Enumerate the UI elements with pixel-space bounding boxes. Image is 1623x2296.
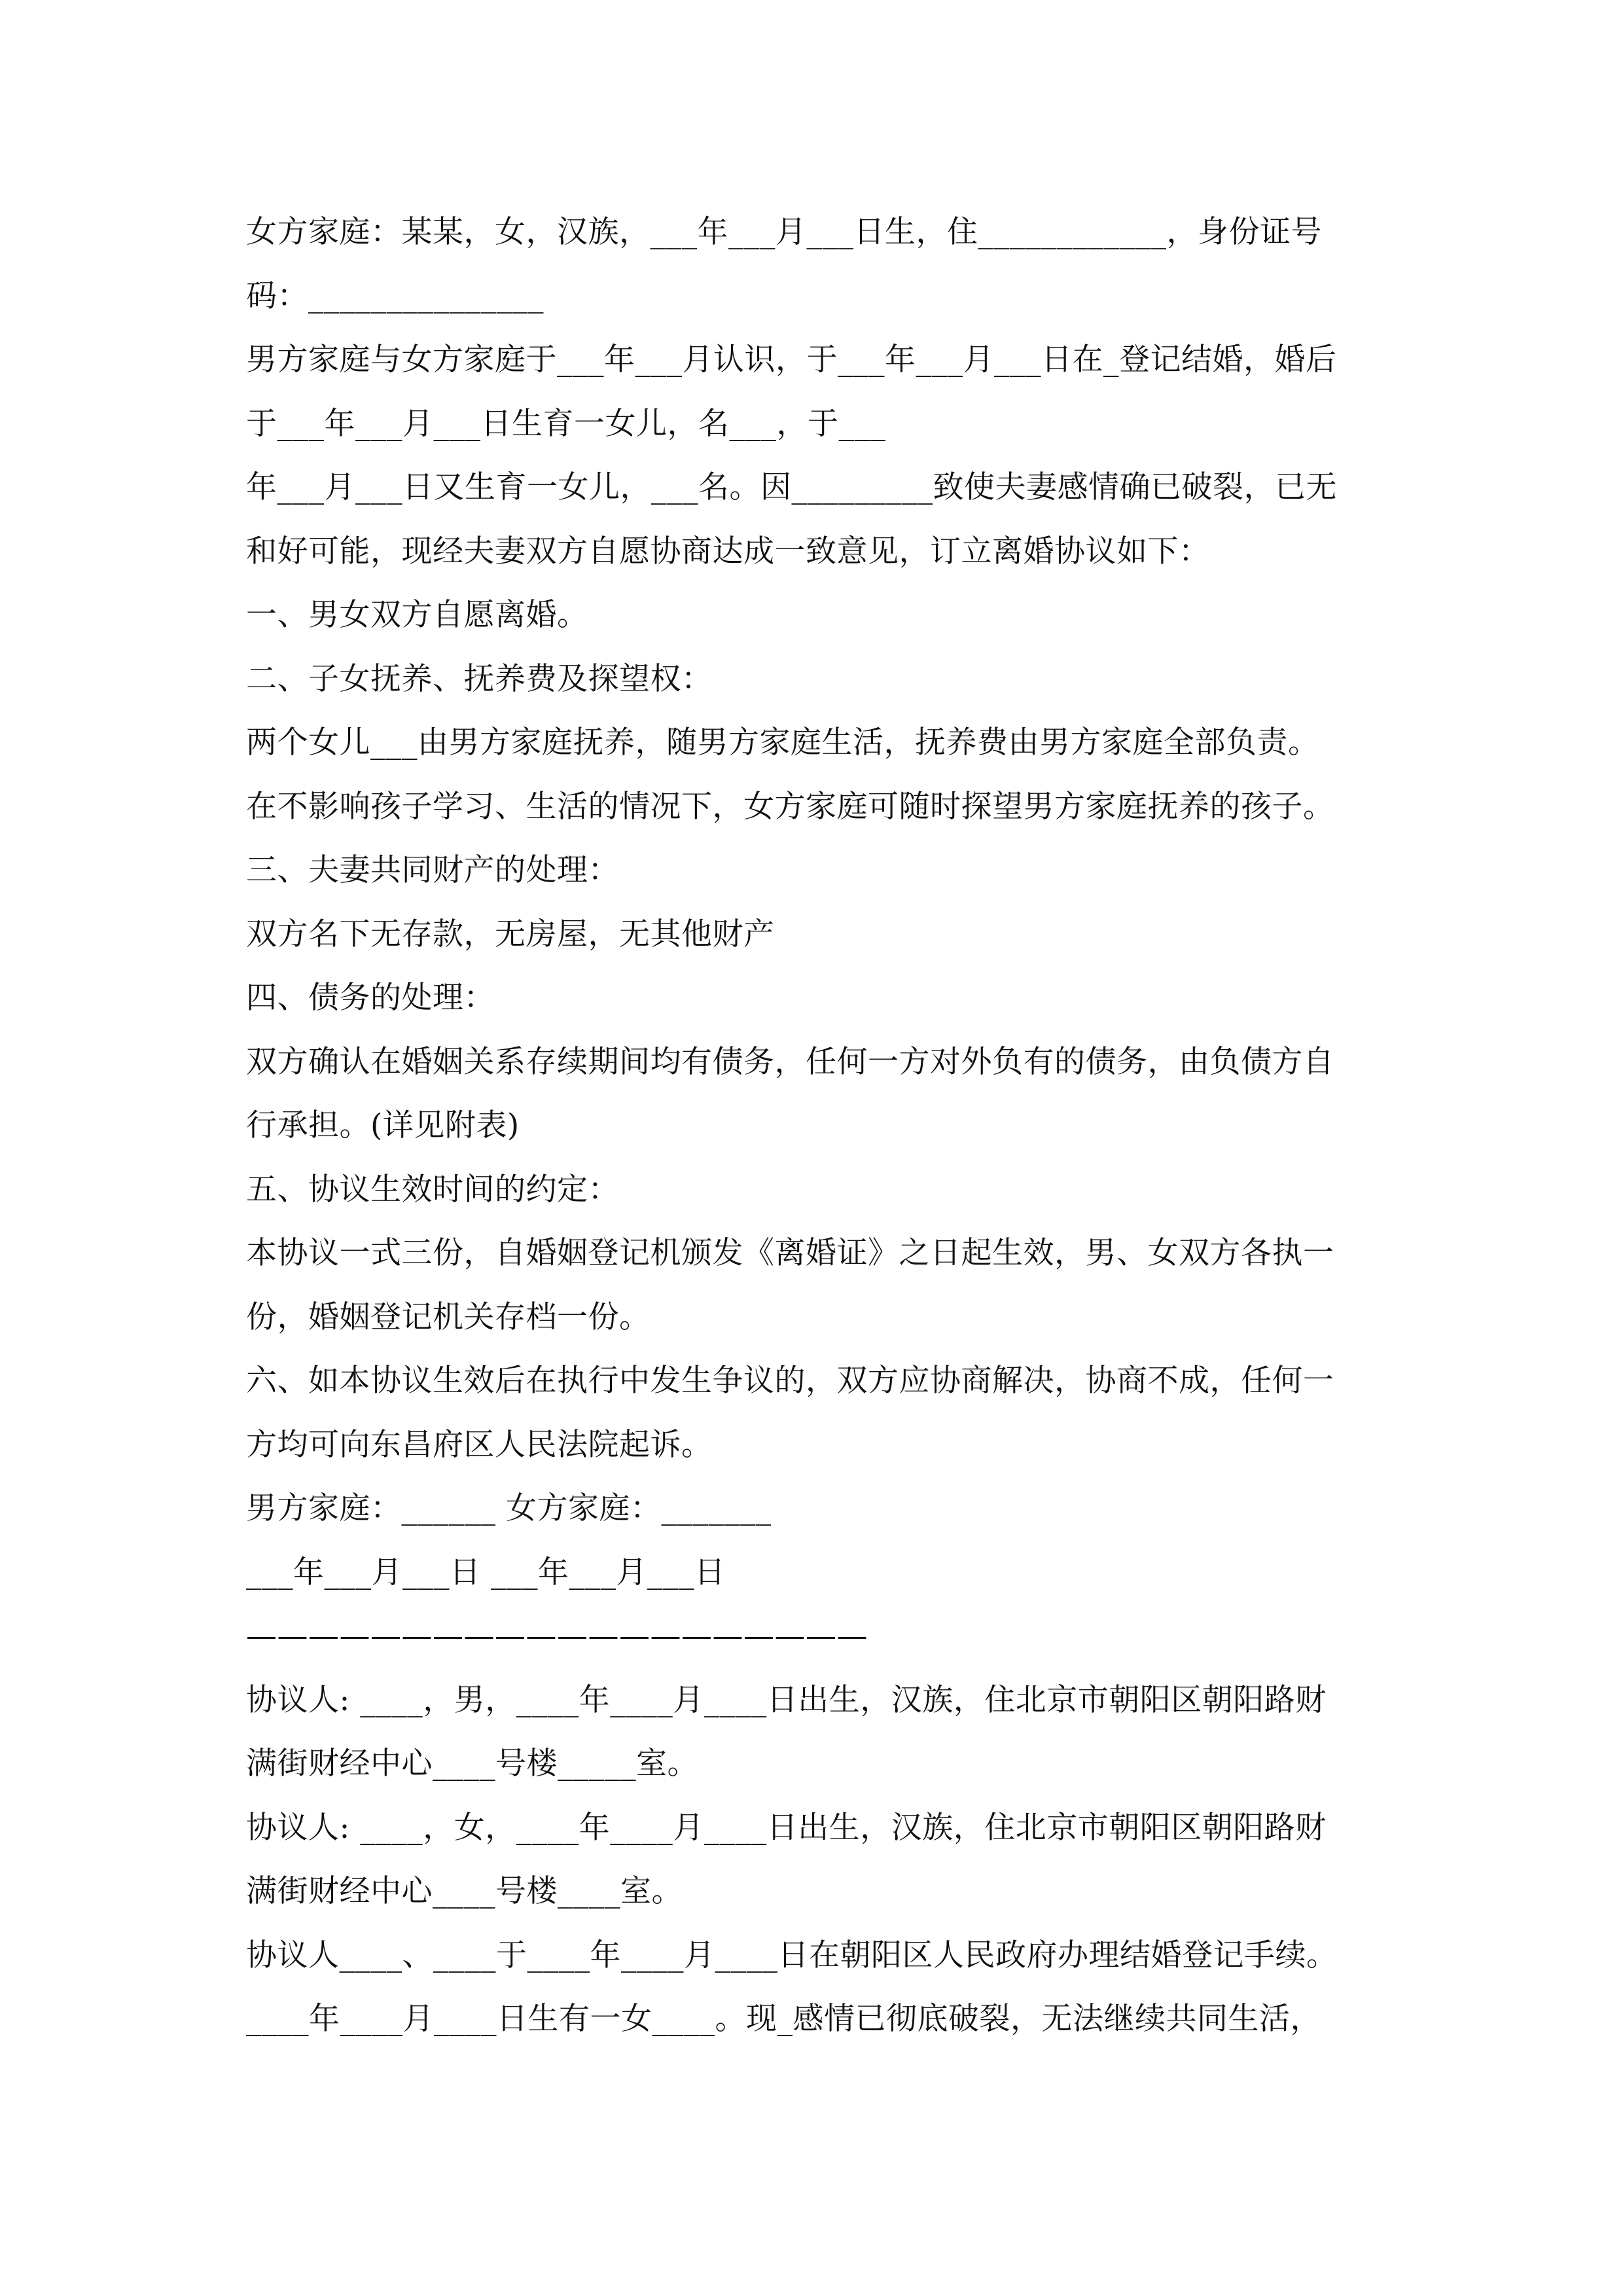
text-line: 满街财经中心____号楼____室。 [246,1873,683,1909]
text-line: 年___月___日又生育一女儿，___名。因_________致使夫妻感情确已破裂，已无 [246,469,1337,505]
text-line: 行承担。(详见附表) [246,1107,520,1143]
date-line: ___年___月___日 ___年___月___日 [246,1554,726,1590]
section-heading: 三、夫妻共同财产的处理： [246,852,619,888]
text-line: 女方家庭：某某，女，汉族，___年___月___日生，住____________，身份证号 [246,214,1322,250]
section-heading: 五、协议生效时间的约定： [246,1171,619,1208]
document-body [246,200,1398,2051]
text-line: 双方确认在婚姻关系存续期间均有债务，任何一方对外负有的债务，由负债方自 [246,1043,1334,1080]
section-heading: 六、如本协议生效后在执行中发生争议的，双方应协商解决，协商不成，任何一 [246,1363,1334,1399]
text-line: 份，婚姻登记机关存档一份。 [246,1299,651,1335]
text-line: 在不影响孩子学习、生活的情况下，女方家庭可随时探望男方家庭抚养的孩子。 [246,788,1334,825]
text-line: 本协议一式三份，自婚姻登记机颁发《离婚证》之日起生效，男、女双方各执一 [246,1235,1334,1271]
section-heading: 四、债务的处理： [246,980,495,1016]
text-line: 协议人____、____于____年____月____日在朝阳区人民政府办理结婚登记手续。 [246,1937,1338,1973]
text-line: ____年____月____日生有一女____。现_感情已彻底破裂，无法继续共同生活， [246,2001,1321,2037]
text-line: 协议人: ____，男，____年____月____日出生，汉族，住北京市朝阳区朝阳路财 [246,1681,1327,1718]
text-line: 于___年___月___日生育一女儿，名___，于___ [246,405,886,442]
signature-line: 男方家庭：______ 女方家庭：_______ [246,1490,772,1526]
text-line: 码：_______________ [246,278,544,314]
text-line: 男方家庭与女方家庭于___年___月认识，于___年___月___日在_登记结婚，婚后 [246,342,1337,378]
text-line: 两个女儿___由男方家庭抚养，随男方家庭生活，抚养费由男方家庭全部负责。 [246,725,1319,761]
divider-line: ———————————————————— [246,1618,868,1654]
section-heading: 一、男女双方自愿离婚。 [246,597,588,633]
text-line: 和好可能，现经夫妻双方自愿协商达成一致意见，订立离婚协议如下： [246,533,1210,569]
text-line: 协议人: ____，女，____年____月____日出生，汉族，住北京市朝阳区朝阳路财 [246,1809,1327,1846]
section-heading: 二、子女抚养、抚养费及探望权： [246,660,713,697]
text-line: 双方名下无存款，无房屋，无其他财产 [246,916,775,952]
text-line: 满街财经中心____号楼_____室。 [246,1746,698,1782]
text-line: 方均可向东昌府区人民法院起诉。 [246,1426,713,1463]
